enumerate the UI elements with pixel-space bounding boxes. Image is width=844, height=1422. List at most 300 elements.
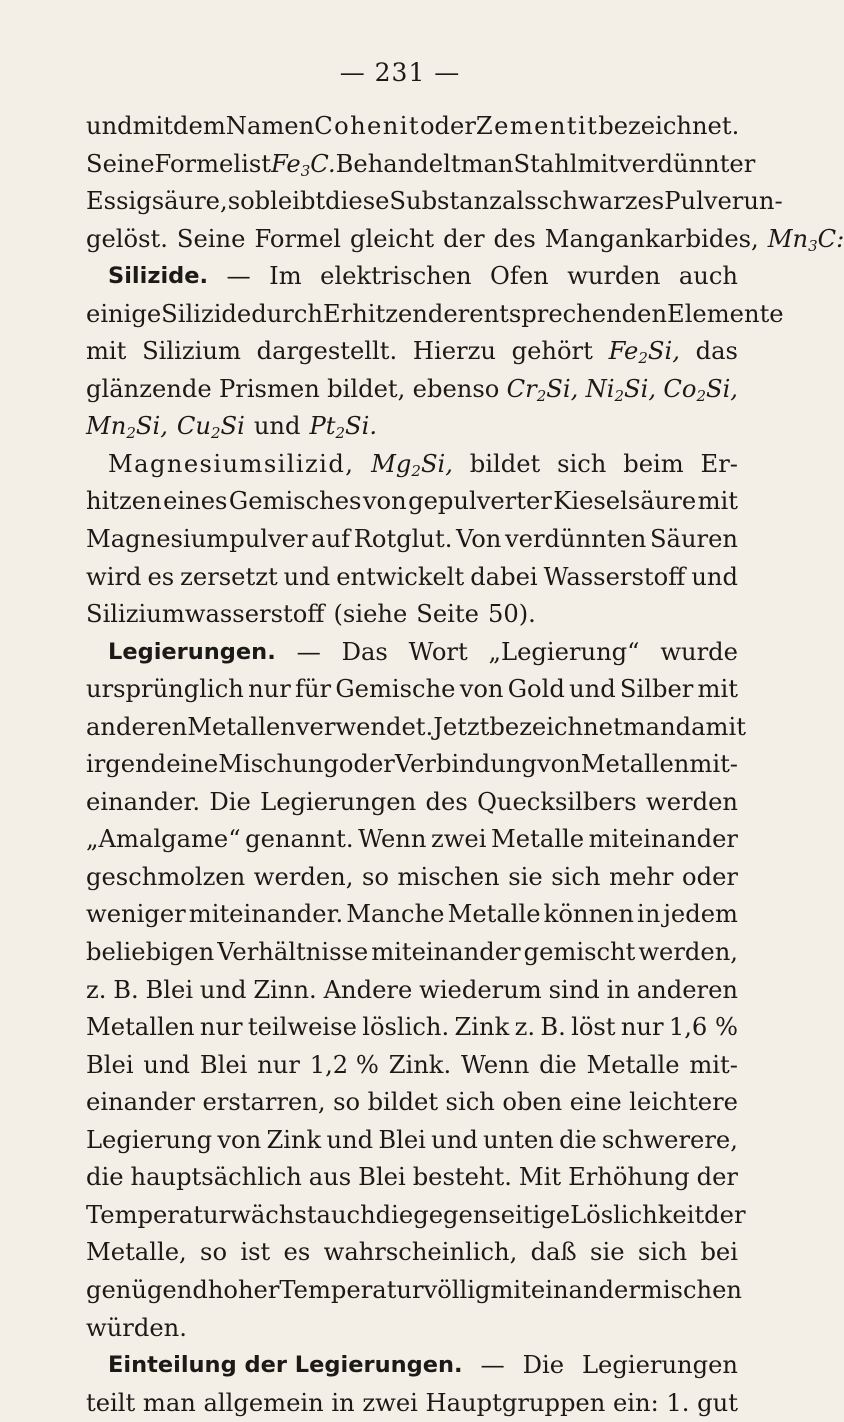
word <box>460 671 504 709</box>
word <box>698 483 738 521</box>
word <box>570 1197 704 1235</box>
word <box>490 258 549 296</box>
word <box>679 258 738 296</box>
word <box>86 1047 134 1085</box>
word <box>489 709 622 747</box>
word <box>514 146 578 184</box>
word-text: von <box>217 1125 262 1154</box>
word <box>177 221 246 259</box>
word-text: Silber <box>619 675 694 704</box>
word-text: entwickelt <box>336 562 465 591</box>
text-line <box>86 1084 738 1122</box>
word-text: bezeichnet. <box>598 112 740 140</box>
word <box>515 1009 535 1047</box>
section-heading <box>108 258 208 296</box>
word-text: elektrischen <box>320 262 472 291</box>
word <box>689 1047 738 1085</box>
subscript: 2 <box>614 386 625 405</box>
word <box>523 1347 564 1385</box>
word-text: C. <box>310 149 336 178</box>
word-text: die <box>86 1163 124 1192</box>
text-line <box>86 1159 738 1197</box>
word-text: oder <box>682 862 738 891</box>
word <box>189 896 343 934</box>
word-text: bildet <box>367 1088 439 1117</box>
word <box>143 1385 196 1422</box>
word-text: Wenn <box>358 825 427 854</box>
word <box>448 896 541 934</box>
text-line <box>86 446 738 484</box>
word <box>147 559 174 597</box>
word-text: mit <box>86 337 127 366</box>
word-text: Manche <box>346 900 445 929</box>
word <box>86 671 244 709</box>
text-line <box>86 746 738 784</box>
word-text: Metallen <box>86 1013 195 1042</box>
word-suffix: C: <box>817 224 844 253</box>
word-text: in <box>606 975 630 1004</box>
word <box>86 1234 187 1272</box>
word <box>257 1047 300 1085</box>
text-line <box>86 1347 738 1385</box>
word-text: die <box>375 1200 414 1229</box>
word <box>669 1009 738 1047</box>
word <box>663 371 738 409</box>
word-text: dargestellt. <box>256 337 398 366</box>
word <box>219 371 320 409</box>
word-text: man <box>460 149 514 178</box>
word <box>488 596 536 634</box>
word-text: bildet, <box>327 374 406 403</box>
section-heading <box>108 1347 463 1385</box>
word-text: gleicht <box>350 224 435 253</box>
word-text: sich <box>557 449 607 478</box>
word-text: gemischt <box>523 938 636 967</box>
word-text: das <box>695 337 738 366</box>
word <box>416 596 479 634</box>
word-text: so <box>227 187 255 216</box>
word-text: — <box>480 1351 505 1380</box>
word <box>296 709 433 747</box>
word-text: werden, <box>638 938 738 967</box>
word-text: ursprünglich <box>86 675 244 704</box>
word-text: Stahl <box>513 149 578 178</box>
word-text: nur <box>199 1013 243 1042</box>
word <box>502 1084 562 1122</box>
word <box>86 146 155 184</box>
word <box>202 1084 325 1122</box>
word <box>378 1122 426 1160</box>
word-text: Gemische <box>335 675 456 704</box>
word-text: von <box>536 750 581 779</box>
word <box>537 183 665 221</box>
word-text: bei <box>700 1238 738 1267</box>
word-text: und <box>691 562 738 591</box>
word-text: mit <box>577 149 618 178</box>
word <box>200 1234 227 1272</box>
word-text: 50). <box>487 600 536 629</box>
word <box>650 521 738 559</box>
word-text: schwerere, <box>601 1125 738 1154</box>
word-text: oben <box>502 1088 563 1117</box>
word-text: Formel <box>254 224 342 253</box>
subscript: 2 <box>536 386 547 405</box>
word-text: mit- <box>689 750 738 779</box>
word-text: hauptsächlich <box>130 1163 302 1192</box>
word-text: Metalle, <box>86 1238 187 1267</box>
word-text: verdünnten <box>504 525 647 554</box>
word-text: Mangankarbides, <box>544 224 759 253</box>
word <box>431 821 487 859</box>
word <box>86 108 133 146</box>
word <box>257 333 398 371</box>
text-line <box>86 258 738 296</box>
text-line <box>86 859 738 897</box>
word-text: und <box>326 1125 374 1154</box>
word <box>86 784 200 822</box>
word-text: 1. <box>666 1388 690 1417</box>
word-text: zwei <box>430 825 487 854</box>
word-text: „Amalgame“ <box>86 825 241 854</box>
word-text: Namen <box>225 112 315 140</box>
subscript: 3 <box>808 236 818 255</box>
word-text: Silizide. <box>108 263 209 290</box>
text-line <box>86 483 738 521</box>
word-text: Mg <box>371 449 412 478</box>
word <box>86 746 166 784</box>
word <box>229 483 362 521</box>
text-line <box>86 1385 738 1422</box>
word-text: Legierung <box>86 1125 213 1154</box>
word <box>551 859 600 897</box>
word-text: eine <box>569 1088 622 1117</box>
word <box>696 333 738 371</box>
word-text: Silizium <box>142 337 241 366</box>
word-text: Blei <box>199 1050 248 1079</box>
word <box>314 108 420 146</box>
word-text: Elemente <box>667 299 784 328</box>
word-text: Zink <box>454 1013 510 1042</box>
word <box>476 108 598 146</box>
word <box>177 408 245 446</box>
word-text: teilweise <box>247 1013 357 1042</box>
word-text: Blei <box>86 1050 134 1079</box>
word <box>228 183 255 221</box>
word <box>146 972 194 1010</box>
word-text: oder <box>338 750 395 779</box>
word <box>607 972 630 1010</box>
word-text: in <box>637 900 661 929</box>
word <box>443 221 484 259</box>
word <box>640 1272 742 1310</box>
word-text: Metalle <box>447 900 541 929</box>
word-text: löslich. <box>362 1013 450 1042</box>
word-text: werden <box>646 787 738 816</box>
word-text: (siehe <box>333 600 408 629</box>
word-text: hoher <box>207 1275 280 1304</box>
word-text: des <box>425 787 468 816</box>
word-text: Mischung <box>218 750 339 779</box>
word-text: Pt <box>309 412 336 441</box>
text-line <box>86 1122 738 1160</box>
word-text: 1,6 <box>668 1013 708 1042</box>
word <box>333 1084 360 1122</box>
word <box>113 972 138 1010</box>
percent-sign: % <box>348 1050 379 1079</box>
word-text: Kieselsäure <box>553 487 697 516</box>
word-text: z. <box>86 975 107 1004</box>
word-text: die <box>559 1125 597 1154</box>
word <box>426 1385 606 1422</box>
word <box>768 221 844 259</box>
word-text: Cohenit <box>314 112 420 140</box>
word-text: sie <box>508 862 543 891</box>
word <box>571 1009 615 1047</box>
word-text: Metallen <box>187 712 296 741</box>
word-text: B. <box>113 975 139 1004</box>
word-text: man <box>622 712 676 741</box>
word <box>131 1159 302 1197</box>
word-text: Erhöhung <box>568 1163 690 1192</box>
text-line <box>86 1234 738 1272</box>
percent-sign: % <box>707 1013 738 1042</box>
word-text: Substanz <box>389 187 502 216</box>
word <box>578 146 618 184</box>
word-text: nur <box>257 1050 300 1079</box>
word <box>433 709 489 747</box>
word <box>320 258 471 296</box>
word-text: wurde <box>660 637 738 666</box>
word <box>646 784 738 822</box>
text-line <box>86 1009 738 1047</box>
word-suffix: Si, <box>647 337 680 366</box>
word-text: daß <box>530 1238 577 1267</box>
word <box>455 1009 510 1047</box>
word <box>248 671 291 709</box>
word <box>86 371 212 409</box>
word-text: so <box>333 1088 361 1117</box>
text-line <box>86 1047 738 1085</box>
word <box>395 746 537 784</box>
word <box>456 521 501 559</box>
word <box>469 296 667 334</box>
word-text: der <box>427 299 470 328</box>
word <box>524 934 636 972</box>
word-text: und <box>143 1050 191 1079</box>
word-text: der <box>443 224 485 253</box>
word <box>217 1122 261 1160</box>
word <box>587 1047 680 1085</box>
word <box>187 709 296 747</box>
word <box>697 1385 738 1422</box>
word-text: es <box>283 1238 311 1267</box>
word <box>218 746 339 784</box>
word-text: auch <box>316 1200 376 1229</box>
text-line <box>86 371 738 409</box>
text-line <box>86 934 738 972</box>
word-text: Siliziumwasserstoff <box>86 600 325 629</box>
word <box>346 896 444 934</box>
word <box>666 1385 689 1422</box>
word <box>559 1122 597 1160</box>
word-text: mit- <box>689 1050 738 1079</box>
word <box>200 1009 243 1047</box>
word-text: gelöst. <box>86 224 168 253</box>
word-text: es <box>147 562 175 591</box>
word-text: miteinander <box>371 938 521 967</box>
word-text: Cr <box>506 374 537 403</box>
word-text: sich <box>551 862 601 891</box>
word <box>389 1047 451 1085</box>
word <box>413 371 500 409</box>
word-text: dabei <box>470 562 538 591</box>
word-text: mischen <box>639 1275 742 1304</box>
word <box>590 1234 624 1272</box>
word <box>86 709 187 747</box>
word-text: schwarzes <box>536 187 665 216</box>
word <box>326 1122 373 1160</box>
word <box>108 446 354 484</box>
word-text: Hauptgruppen <box>425 1388 606 1417</box>
word <box>86 1310 187 1348</box>
word-text: ist <box>241 149 271 178</box>
word <box>342 634 388 672</box>
word-text: ebenso <box>412 374 500 403</box>
word <box>663 896 738 934</box>
word-text: Blei <box>145 975 194 1004</box>
word <box>613 1385 659 1422</box>
word <box>269 258 302 296</box>
word-text: — <box>296 637 321 666</box>
word-text: und <box>569 675 616 704</box>
word <box>86 596 324 634</box>
word <box>254 859 354 897</box>
word <box>488 634 639 672</box>
text-line <box>86 634 738 672</box>
text-line <box>86 146 756 184</box>
word-text: Metalle <box>586 1050 680 1079</box>
word-text: mehr <box>609 862 674 891</box>
word <box>86 1272 208 1310</box>
word-text: Zink <box>266 1125 322 1154</box>
subscript: 2 <box>638 349 648 368</box>
word <box>227 258 251 296</box>
word-text: auf <box>311 525 351 554</box>
word <box>743 183 782 221</box>
word-text: man <box>142 1388 196 1417</box>
word <box>389 183 502 221</box>
word-text: eines <box>163 487 228 516</box>
word-text: Essigsäure, <box>86 187 228 216</box>
word <box>549 972 600 1010</box>
word <box>589 821 738 859</box>
word <box>567 258 660 296</box>
word-text: Fe <box>270 149 301 178</box>
word <box>413 1159 512 1197</box>
word <box>582 1347 738 1385</box>
word-text: für <box>295 675 332 704</box>
word-text: genügend <box>86 1275 208 1304</box>
word-text: Magnesiumpulver <box>86 525 308 554</box>
word-text: 1,2 <box>309 1050 349 1079</box>
word <box>266 1122 321 1160</box>
word <box>408 483 552 521</box>
word <box>358 1159 406 1197</box>
word <box>602 1122 738 1160</box>
word-text: Wasserstoff <box>543 562 686 591</box>
word-text: die <box>539 1050 577 1079</box>
subscript: 2 <box>411 461 421 480</box>
word-text: Die <box>209 787 251 816</box>
word <box>339 746 395 784</box>
word-text: auch <box>678 262 738 291</box>
word-text: verwendet. <box>295 712 434 741</box>
word-text: besteht. <box>412 1163 512 1192</box>
word-text: erstarren, <box>202 1088 326 1117</box>
word <box>623 709 676 747</box>
word <box>609 859 673 897</box>
page-number: — 231 — <box>339 58 461 87</box>
word-text: einander. <box>86 787 201 816</box>
word <box>581 746 690 784</box>
word-text: Magnesiumsilizid, <box>108 449 355 478</box>
word <box>569 671 616 709</box>
word <box>248 1009 357 1047</box>
word <box>86 333 126 371</box>
word <box>368 1084 438 1122</box>
word <box>241 146 271 184</box>
word-text: Gold <box>507 675 565 704</box>
word-suffix: Si, <box>546 374 579 403</box>
word <box>208 1272 280 1310</box>
word-text: Temperatur <box>86 1200 231 1229</box>
word-text: damit <box>675 712 746 741</box>
word <box>363 483 407 521</box>
text-line <box>86 559 738 597</box>
word-text: Prismen <box>218 374 320 403</box>
word <box>200 1047 248 1085</box>
word-text: mit <box>132 112 174 140</box>
word-text: Er- <box>700 449 738 478</box>
word <box>327 371 405 409</box>
text-line <box>86 333 738 371</box>
word <box>217 934 368 972</box>
word-text: sie <box>590 1238 625 1267</box>
word <box>173 108 226 146</box>
word-text: Cu <box>176 412 211 441</box>
word-text: würden. <box>86 1313 187 1342</box>
word <box>461 1047 529 1085</box>
text-line <box>86 183 783 221</box>
word <box>86 972 106 1010</box>
word-text: bleibt <box>254 187 326 216</box>
word <box>698 671 738 709</box>
word-text: Fe <box>608 337 639 366</box>
word <box>371 934 520 972</box>
word <box>86 296 161 334</box>
word <box>431 1122 478 1160</box>
word-text: und <box>253 412 301 441</box>
subscript: 2 <box>335 424 346 443</box>
word <box>354 521 453 559</box>
text-line <box>86 221 844 259</box>
word-text: werden, <box>253 862 354 891</box>
word <box>253 972 316 1010</box>
word <box>255 183 325 221</box>
subscript: 3 <box>300 161 311 180</box>
word-text: mit <box>697 487 738 516</box>
word <box>279 1272 423 1310</box>
